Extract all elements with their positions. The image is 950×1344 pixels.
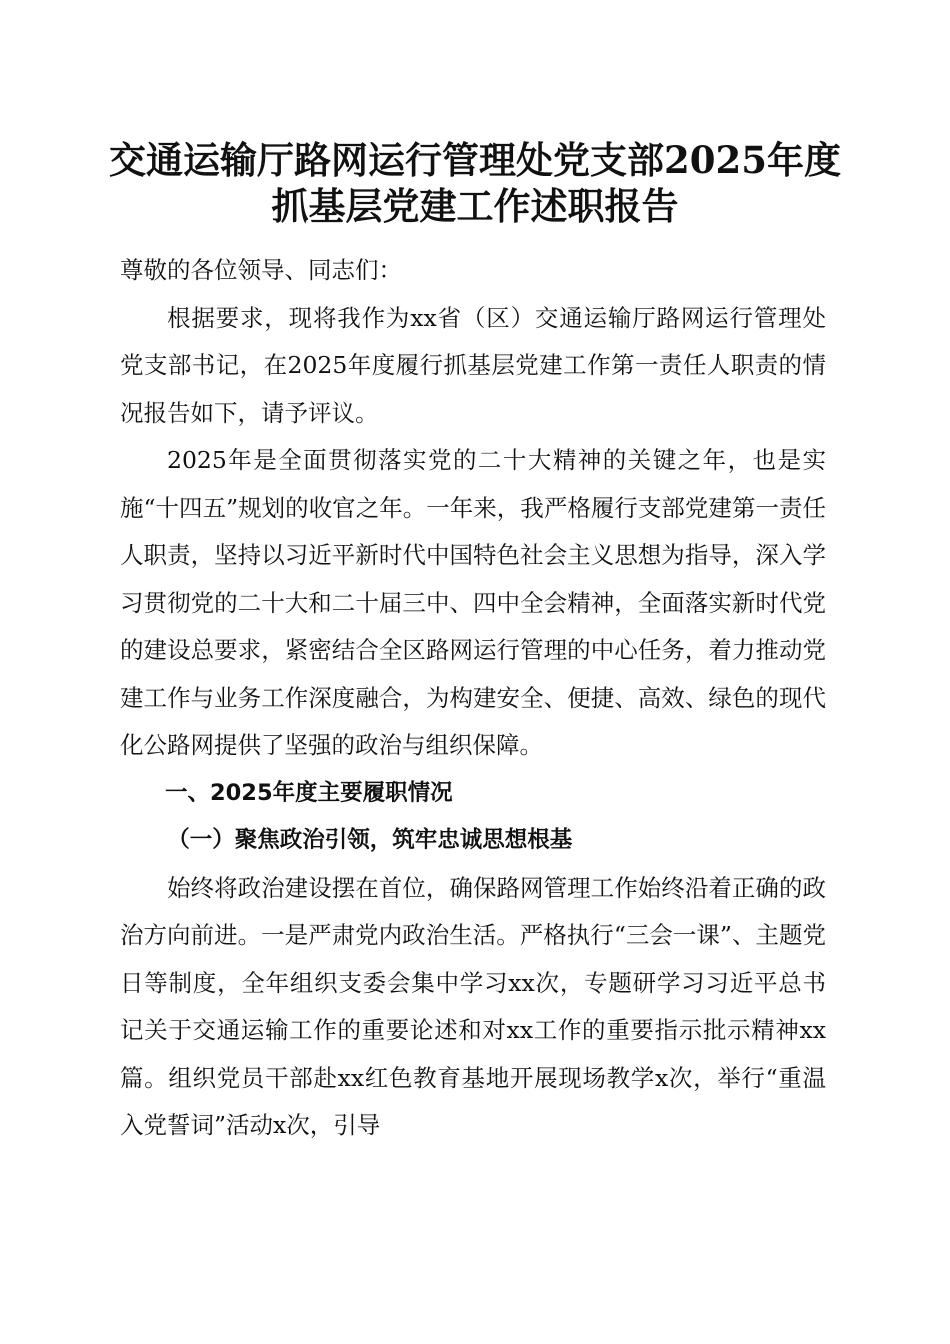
section-heading: 一、2025年度主要履职情况: [165, 779, 453, 806]
paragraph-political-building: 始终将政治建设摆在首位，确保路网管理工作始终沿着正确的政治方向前进。一是严肃党内政治生活。严格执行“三会一课”、主题党日等制度，全年组织支委会集中学习xx次，专题研学习习近平总书记关于交通运输工作的重要论述和对xx工作的重要指示批示精神xx篇。组织党员干部赴xx红色教育基地开展现场教学x次，举行“重温入党誓词”活动x次，引导: [120, 873, 826, 1139]
document-body: [120, 247, 826, 1150]
document-title-line-1: 交通运输厅路网运行管理处党支部2025年度: [109, 138, 841, 182]
subsection-heading: （一）聚焦政治引领，筑牢忠诚思想根基: [167, 827, 573, 853]
salutation: 尊敬的各位领导、同志们：: [120, 256, 402, 284]
paragraph-overview: 2025年是全面贯彻落实党的二十大精神的关键之年，也是实施“十四五”规划的收官之年。一年来，我严格履行支部党建第一责任人职责，坚持以习近平新时代中国特色社会主义思想为指导，深入学习贯彻党的二十大和二十届三中、四中全会精神，全面落实新时代党的建设总要求，紧密结合全区路网运行管理的中心任务，着力推动党建工作与业务工作深度融合，为构建安全、便捷、高效、绿色的现代化公路网提供了坚强的政治与组织保障。: [120, 446, 826, 759]
paragraph-intro: 根据要求，现将我作为xx省（区）交通运输厅路网运行管理处党支部书记，在2025年度履行抓基层党建工作第一责任人职责的情况报告如下，请予评议。: [120, 303, 826, 427]
document-title-line-2: 抓基层党建工作述职报告: [271, 184, 679, 228]
